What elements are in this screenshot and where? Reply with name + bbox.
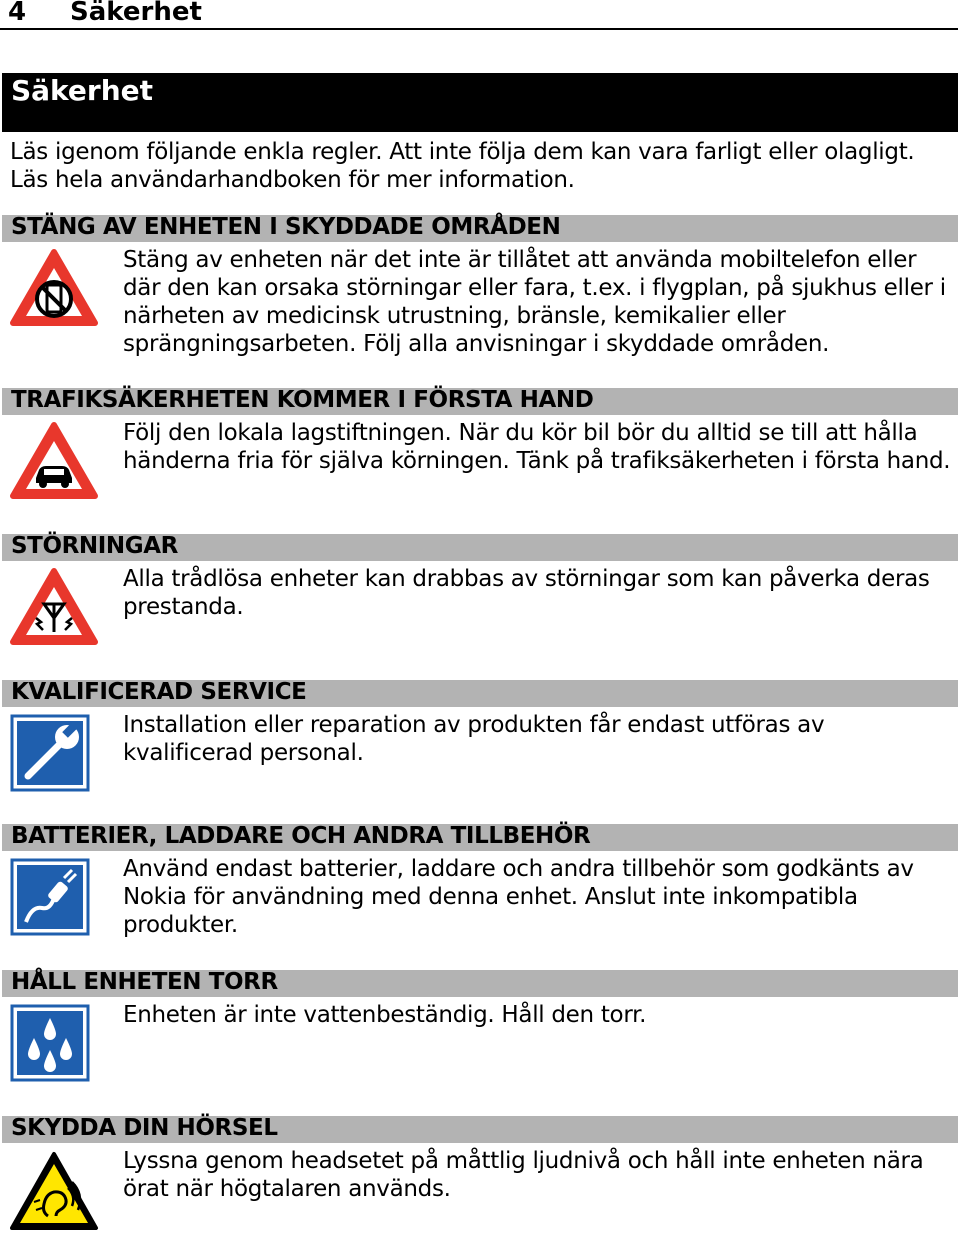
section-text: Använd endast batterier, laddare och andra tillbehör som godkänts av Nokia för användning med denna enhet. Anslut inte inkompatibla produkter. — [123, 856, 914, 938]
section-heading: BATTERIER, LADDARE OCH ANDRA TILLBEHÖR — [11, 823, 591, 849]
car-warning-icon — [8, 420, 100, 502]
section-heading-bar — [2, 680, 958, 707]
section-text: Alla trådlösa enheter kan drabbas av störningar som kan påverka deras prestanda. — [123, 566, 930, 620]
section-heading: STÄNG AV ENHETEN I SKYDDADE OMRÅDEN — [11, 214, 561, 240]
section-heading-bar — [2, 534, 958, 561]
section-heading-bar — [2, 824, 958, 851]
page-header — [0, 0, 958, 30]
charger-icon — [8, 856, 100, 938]
page-title: Säkerhet — [11, 74, 154, 107]
section-title-bar — [2, 73, 958, 132]
section-text: Enheten är inte vattenbeständig. Håll den torr. — [123, 1002, 647, 1028]
section-heading: TRAFIKSÄKERHETEN KOMMER I FÖRSTA HAND — [11, 387, 594, 413]
interference-warning-icon — [8, 566, 100, 648]
water-drops-icon — [8, 1002, 100, 1084]
section-text: Lyssna genom headsetet på måttlig ljudnivå och håll inte enheten nära örat när högtalaren används. — [123, 1148, 924, 1202]
section-text: Installation eller reparation av produkten får endast utföras av kvalificerad personal. — [123, 712, 825, 766]
section-text: Stäng av enheten när det inte är tillåtet att använda mobiltelefon eller där den kan orsaka störningar eller fara, t.ex. i flygplan, på sjukhus eller i närheten av medicinsk utrustning, bränsle, kemikalier eller sprängningsarbeten. Följ alla anvisningar i skyddade områden. — [123, 247, 946, 357]
section-heading-bar — [2, 1116, 958, 1143]
section-heading-bar — [2, 388, 958, 415]
section-heading: SKYDDA DIN HÖRSEL — [11, 1115, 278, 1141]
section-heading: KVALIFICERAD SERVICE — [11, 679, 307, 705]
page-number: 4 — [8, 0, 27, 27]
section-heading-bar — [2, 215, 958, 242]
section-heading: STÖRNINGAR — [11, 533, 178, 559]
section-heading-bar — [2, 970, 958, 997]
section-text: Följ den lokala lagstiftningen. När du kör bil bör du alltid se till att hålla händerna fria för själva körningen. Tänk på trafiksäkerheten i första hand. — [123, 420, 951, 474]
no-phone-icon — [8, 247, 100, 329]
wrench-icon — [8, 712, 100, 794]
intro-text: Läs igenom följande enkla regler. Att inte följa dem kan vara farligt eller olagligt. Läs hela användarhandboken för mer information. — [10, 139, 915, 193]
section-heading: HÅLL ENHETEN TORR — [11, 969, 278, 995]
hearing-warning-icon — [8, 1150, 100, 1232]
chapter-title: Säkerhet — [70, 0, 202, 27]
